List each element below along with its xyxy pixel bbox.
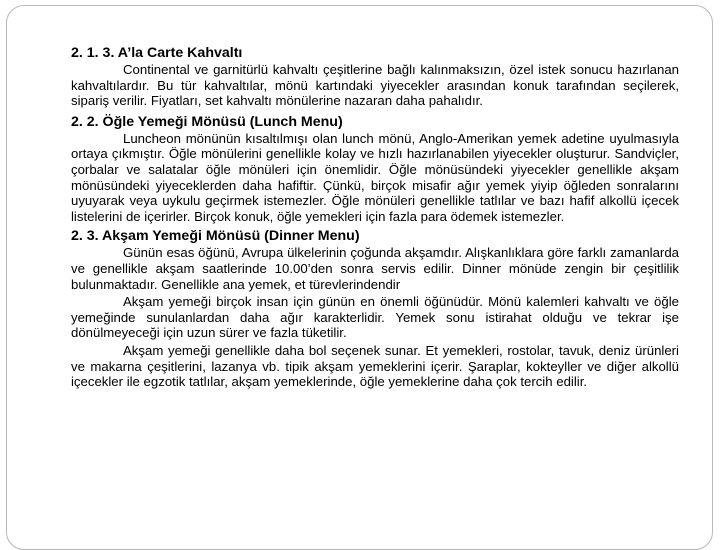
paragraph-a-la-carte: Continental ve garnitürlü kahvaltı çeşitlerine bağlı kalınmaksızın, özel istek sonucu hazırlanan kahvaltılardır. Bu tür kahvaltılar, mönü kartındaki yiyecekler arasından konuk tarafından seçilerek, sipariş verilir. Fiyatları, set kahvaltı mönülerine nazaran daha pahalıdır. (71, 62, 679, 109)
paragraph-lunch-menu: Luncheon mönünün kısaltılmışı olan lunch mönü, Anglo-Amerikan yemek adetine uyulmasıyla ortaya çıkmıştır. Öğle mönülerini genellikle kolay ve hızlı hazırlanabilen yiyecekler oluşturur. Sandviçler, çorbalar ve salatalar öğle mönüleri için önemlidir. Öğle mönüsündeki yiyecekler genellikle akşam mönüsündeki yiyeceklerden daha hafiftir. Çünkü, birçok misafir ağır yemek yiyip öğleden sonralarını uyuyarak veya uykulu geçirmek istemezler. Öğle mönüleri genellikle tatlılar ve bazı hafif alkollü içecek listelerini de içerirler. Birçok konuk, öğle yemekleri için fazla para ödemek istemezler. (71, 130, 679, 224)
slide (6, 5, 713, 550)
paragraph-dinner-2: Akşam yemeği birçok insan için günün en önemli öğünüdür. Mönü kalemleri kahvaltı ve öğle yemeğinde sunulanlardan daha ağır karakterlidir. Yemek sonu istirahat olduğu ve tekrar işe dönülmeyeceği için uzun sürer ve fazla tüketilir. (71, 294, 679, 341)
section-heading-dinner-menu: 2. 3. Akşam Yemeği Mönüsü (Dinner Menu) (71, 228, 360, 245)
document-body (71, 44, 679, 390)
section-heading-lunch-menu: 2. 2. Öğle Yemeği Mönüsü (Lunch Menu) (71, 113, 343, 130)
paragraph-dinner-3: Akşam yemeği genellikle daha bol seçenek sunar. Et yemekleri, rostolar, tavuk, deniz ürünleri ve makarna çeşitlerini, lazanya vb. tipik akşam yemeklerini içerir. Şaraplar, kokteyller ve diğer alkollü içecekler ile egzotik tatlılar, akşam yemeklerinde, öğle yemeklerine daha çok tercih edilir. (71, 342, 679, 390)
paragraph-dinner-1: Günün esas öğünü, Avrupa ülkelerinin çoğunda akşamdır. Alışkanlıklara göre farklı zamanlarda ve genellikle akşam saatlerinde 10.00’den sonra servis edilir. Dinner mönüde zengin bir çeşitlilik bulunmaktadır. Genellikle ana yemek, et türevlerindendir (71, 245, 679, 292)
section-heading-a-la-carte: 2. 1. 3. A’la Carte Kahvaltı (71, 45, 243, 61)
